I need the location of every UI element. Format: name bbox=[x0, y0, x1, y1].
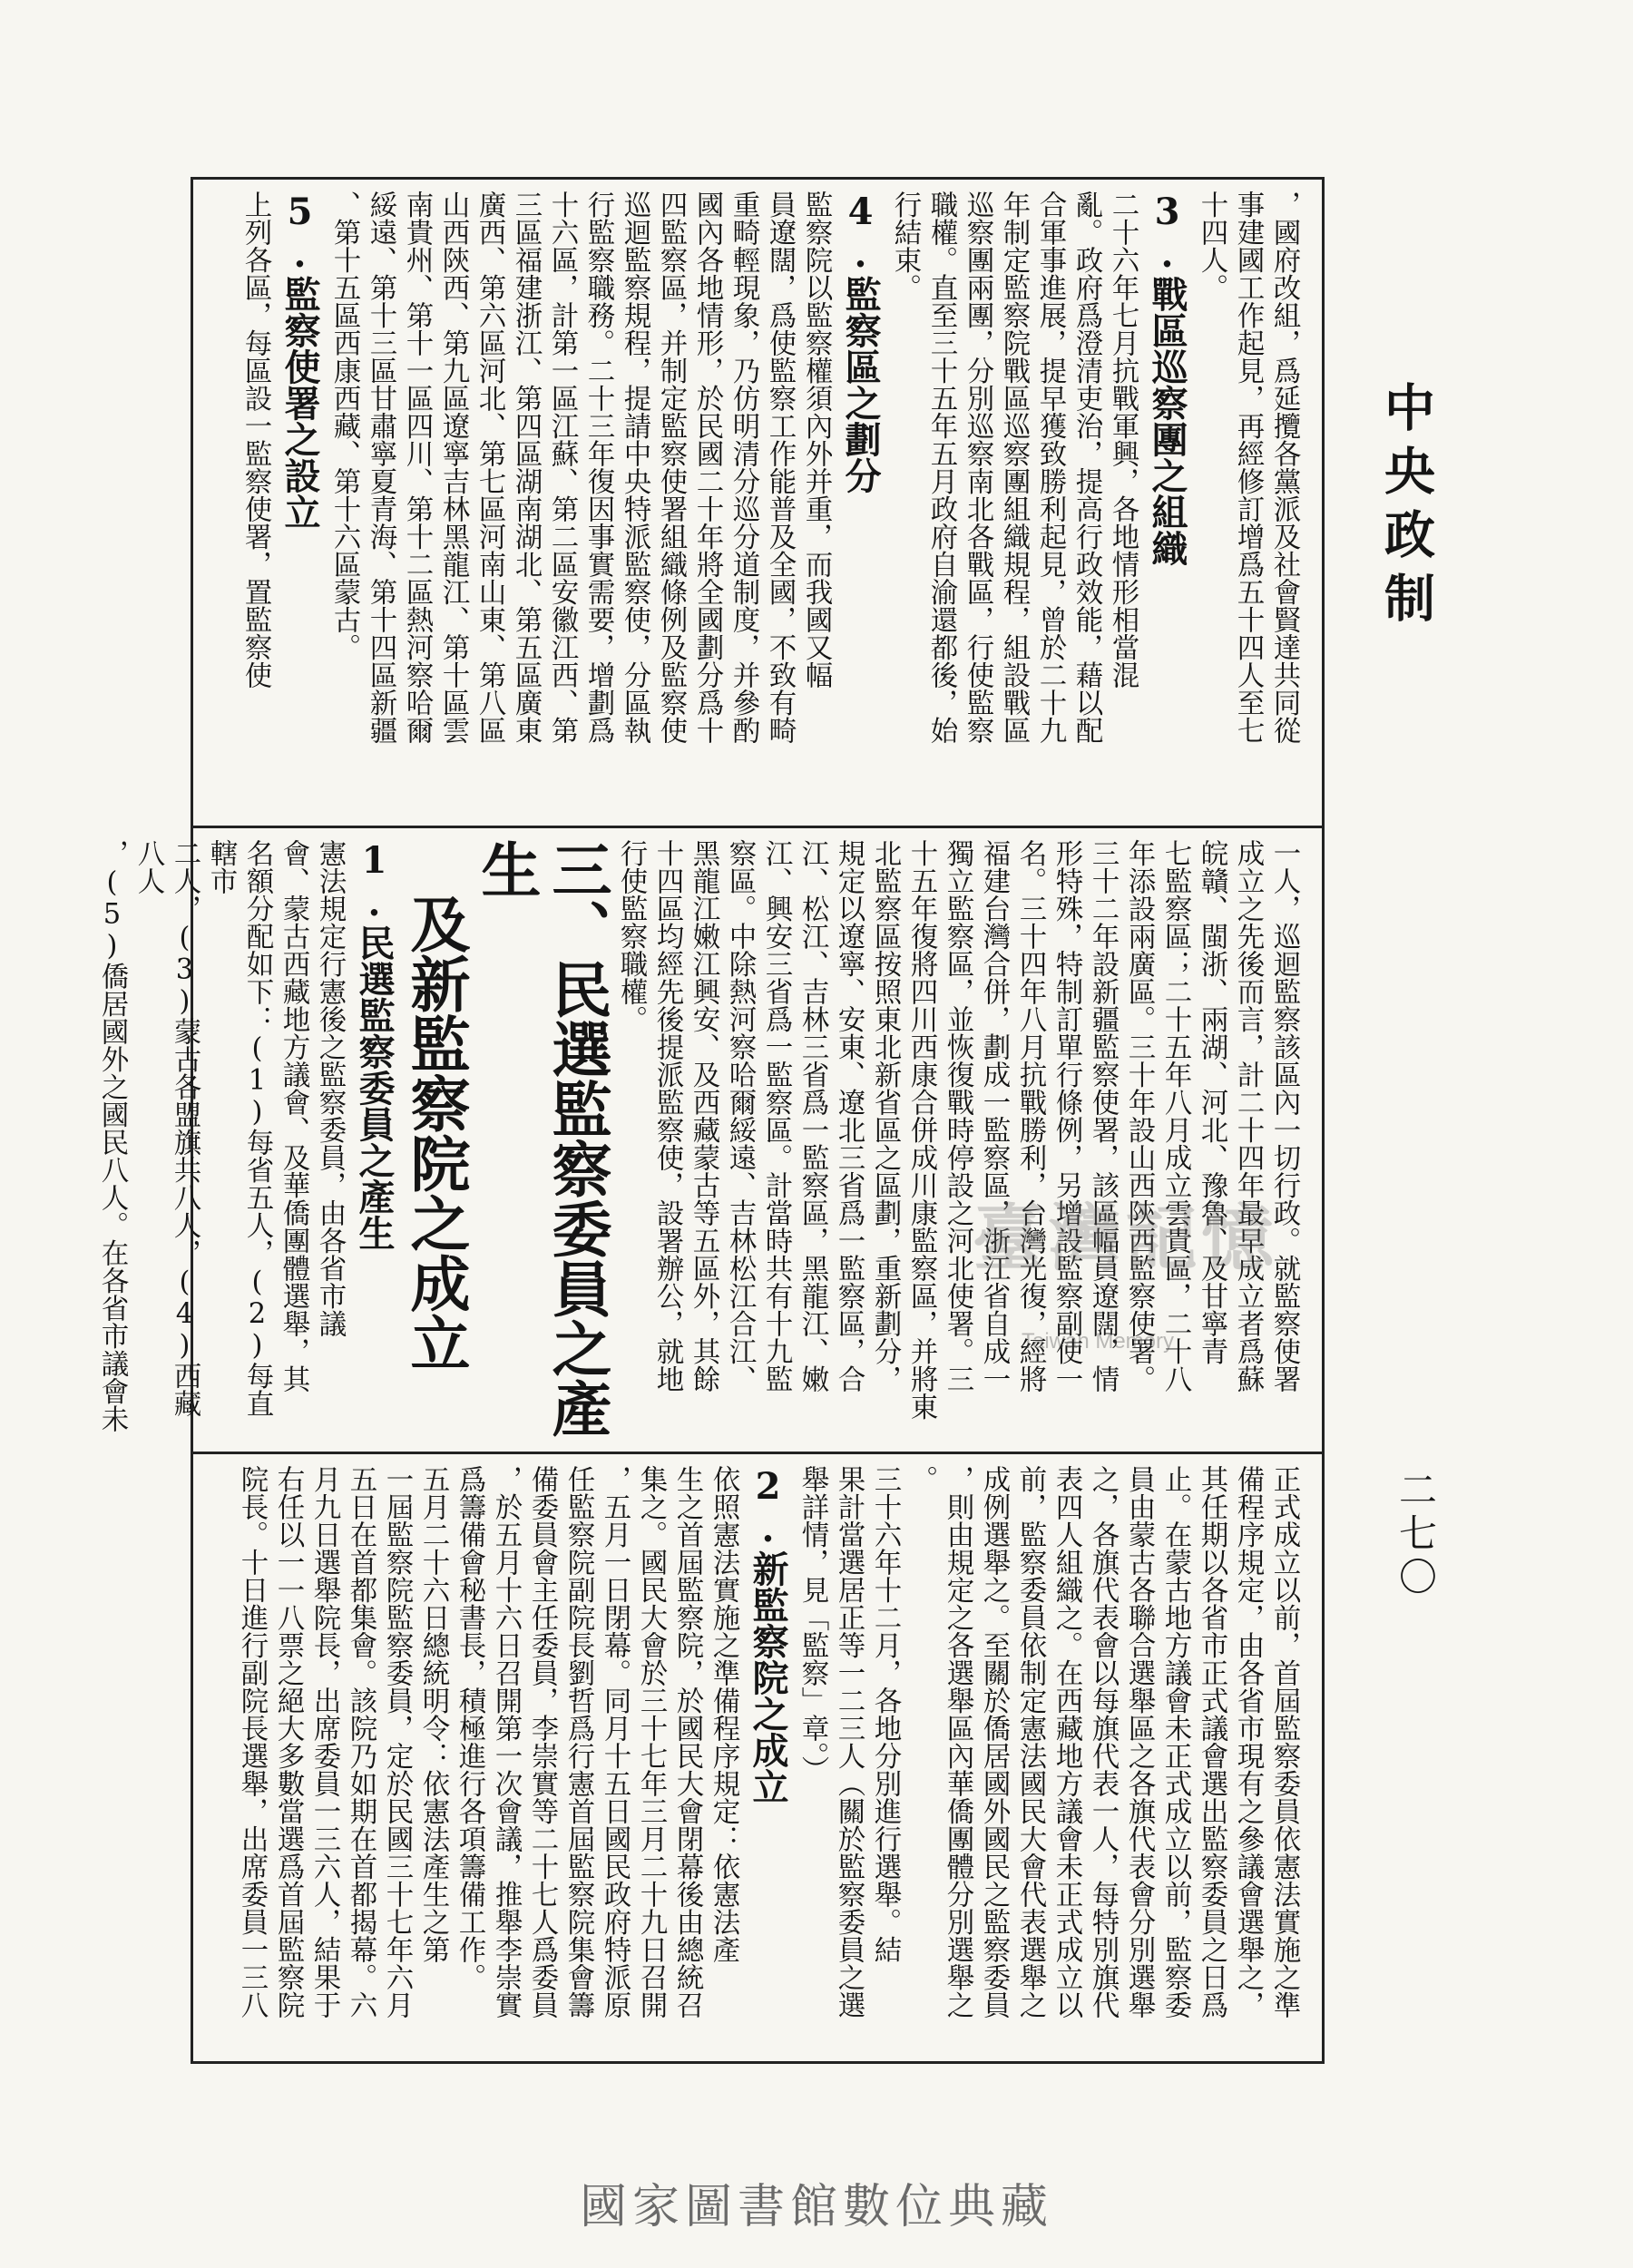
section-heading-5: 5.監察使署之設立 bbox=[279, 191, 321, 530]
text-column: 會、蒙古西藏地方議會、及華僑團體選舉，其 bbox=[278, 839, 309, 1393]
text-column: 之，各旗代表會以每旗代表一人，每特別旗代 bbox=[1087, 1465, 1119, 2019]
text-column: 二人，(3)蒙古各盟旗共八人，(4)西藏八人 bbox=[132, 839, 200, 1417]
text-column: 巡察團兩團，分別巡察南北各戰區，行使監察 bbox=[962, 191, 993, 744]
text-column: 三十六年十二月，各地分別進行選舉。結 bbox=[869, 1465, 901, 1963]
text-column: 果計當選居正等一二三人（關於監察委員之選 bbox=[833, 1465, 865, 2019]
text-column: 重畸輕現象，乃仿明清分巡分道制度，并參酌 bbox=[728, 191, 759, 744]
text-column: 一屆監察院監察委員，定於民國三十七年六月 bbox=[381, 1465, 413, 2019]
text-column: 憲法規定行憲後之監察委員，由各省市議 bbox=[314, 839, 346, 1337]
text-column: 行監察職務。二十三年復因事實需要，增劃爲 bbox=[582, 191, 614, 744]
text-column: 三區福建浙江、第四區湖南湖北、第五區廣東 bbox=[510, 191, 542, 744]
text-column: ，則由規定之各選舉區內華僑團體分別選舉之 bbox=[942, 1465, 973, 2019]
text-column: 正式成立以前，首屆監察委員依憲法實施之準 bbox=[1268, 1465, 1300, 2019]
text-column: 年制定監察院戰區巡察團組織規程，組設戰區 bbox=[998, 191, 1030, 744]
text-column: 七監察區；二十五年八月成立雲貴區，二十八 bbox=[1159, 839, 1191, 1393]
text-column: ，國府改組，爲延攬各黨派及社會賢達共同從 bbox=[1268, 191, 1300, 744]
section-divider-2 bbox=[191, 1452, 1325, 1454]
text-section-bottom bbox=[213, 1465, 1302, 2055]
text-column: 行結束。 bbox=[889, 191, 921, 301]
text-column: 北監察區按照東北新省區之區劃，重新劃分， bbox=[869, 839, 901, 1393]
text-column: 院長。十日進行副院長選舉，出席委員一三八 bbox=[236, 1465, 268, 2019]
text-column: 廣西、第六區河北、第七區河南山東、第八區 bbox=[474, 191, 505, 744]
text-column: 二十六年七月抗戰軍興，各地情形相當混 bbox=[1107, 191, 1139, 689]
text-column: 五日在首都集會。該院乃如期在首都揭幕。六 bbox=[345, 1465, 376, 2019]
watermark-subtext: Taiwan Memory bbox=[1021, 1329, 1175, 1354]
text-column: 職權。直至三十五年五月政府自渝還都後，始 bbox=[925, 191, 957, 744]
text-column: 行使監察職權。 bbox=[615, 839, 647, 1033]
text-column: 南貴州、第十一區四川、第十二區熱河察哈爾 bbox=[401, 191, 433, 744]
text-column: 國內各地情形，於民國二十年將全國劃分爲十 bbox=[691, 191, 723, 744]
text-column: 三十二年設新疆監察使署，該區幅員遼闊，情 bbox=[1087, 839, 1119, 1393]
text-column: 亂。政府爲澄清吏治，提高行政效能，藉以配 bbox=[1071, 191, 1102, 744]
text-column: 合軍事進展，提早獲致勝利起見，曾於二十九 bbox=[1034, 191, 1066, 744]
text-column: 十四人。 bbox=[1196, 191, 1227, 301]
text-column: 五月二十六日總統明令：依憲法產生之第 bbox=[417, 1465, 449, 1963]
text-column: 員遼闊，爲使監察工作能普及全國，不致有畸 bbox=[764, 191, 796, 744]
section-heading-1: 1.民選監察委員之產生 bbox=[353, 839, 396, 1251]
text-column: 其任期以各省市正式議會選出監察委員之日爲 bbox=[1196, 1465, 1227, 2019]
text-column: 十四區均經先後提派監察使，設署辦公，就地 bbox=[651, 839, 683, 1393]
text-column: ，(5)僑居國外之國民八人。在各省市議會未 bbox=[96, 839, 128, 1432]
page-header-title: 中央政制 bbox=[1376, 381, 1436, 635]
section-heading-4: 4.監察區之劃分 bbox=[839, 191, 882, 494]
text-column: 依照憲法實施之準備程序規定：依憲法產 bbox=[708, 1465, 739, 1963]
text-column: 山西陝西、第九區遼寧吉林黑龍江、第十區雲 bbox=[437, 191, 469, 744]
section-divider-1 bbox=[191, 826, 1325, 828]
text-column: 上列各區，每區設一監察使署，置監察使 bbox=[240, 191, 271, 689]
page-number: 二七〇 bbox=[1393, 1470, 1438, 1600]
text-column: 舉詳情，見「監察」章。） bbox=[797, 1465, 828, 1784]
text-column: 江、興安三省爲一監察區。計當時共有十九監 bbox=[760, 839, 792, 1393]
text-column: 江、松江、吉林三省爲一監察區，黑龍江、嫩 bbox=[797, 839, 828, 1393]
text-column: 十六區，計第一區江蘇、第二區安徽江西、第 bbox=[546, 191, 578, 744]
text-column: 、第十五區西康西藏、第十六區蒙古。 bbox=[328, 191, 360, 661]
text-column: 員由蒙古各聯合選舉區之各旗代表會分別選舉 bbox=[1123, 1465, 1155, 2019]
text-column: 月九日選舉院長，出席委員一三六人，結果于 bbox=[308, 1465, 340, 2019]
text-column: 名額分配如下：(1)每省五人，(2)每直轄市 bbox=[205, 839, 273, 1417]
text-column: 規定以遼寧、安東、遼北三省爲一監察區，合 bbox=[833, 839, 865, 1393]
text-column: 表四人組織之。在西藏地方議會未正式成立以 bbox=[1051, 1465, 1082, 2019]
text-column: 生之首屆監察院，於國民大會閉幕後由總統召 bbox=[671, 1465, 703, 2019]
text-column: 形特殊，特制訂單行條例，另增設監察副使一 bbox=[1051, 839, 1082, 1393]
text-column: ，於五月十六日召開第一次會議，推舉李崇實 bbox=[490, 1465, 522, 2019]
text-column: 集之。國民大會於三十七年三月二十九日召開 bbox=[635, 1465, 667, 2019]
text-column: ，五月一日閉幕。同月十五日國民政府特派原 bbox=[599, 1465, 631, 2019]
text-column: 皖贛、閩浙、兩湖、河北、豫魯、及甘寧青 bbox=[1196, 839, 1227, 1365]
chapter-heading-continued: 及新監察院之成立 bbox=[400, 894, 471, 1373]
text-column: 。 bbox=[905, 1465, 937, 1493]
text-column: 止。在蒙古地方議會未正式成立以前，監察委 bbox=[1159, 1465, 1191, 2019]
text-column: 福建台灣合併，劃成一監察區，浙江省自成一 bbox=[978, 839, 1010, 1393]
section-heading-2: 2.新監察院之成立 bbox=[747, 1465, 789, 1804]
text-column: 察區。中除熱河察哈爾綏遠、吉林松江合江、 bbox=[724, 839, 756, 1393]
text-column: 右任以一一八票之絕大多數當選爲首屆監察院 bbox=[272, 1465, 304, 2019]
text-section-top bbox=[213, 191, 1302, 816]
text-column: 備程序規定，由各省市現有之參議會選舉之， bbox=[1232, 1465, 1264, 2019]
text-column: 黑龍江嫩江興安、及西藏蒙古等五區外，其餘 bbox=[688, 839, 719, 1393]
chapter-heading: 三、民選監察委員之產生 bbox=[471, 839, 612, 1438]
text-column: 十五年復將四川西康合併成川康監察區，并將東 bbox=[905, 839, 937, 1421]
text-column: 成立之先後而言，計二十四年最早成立者爲蘇 bbox=[1232, 839, 1264, 1393]
text-column: 年添設兩廣區。三十年設山西陝西監察使署。 bbox=[1123, 839, 1155, 1393]
text-column: 前，監察委員依制定憲法國民大會代表選舉之 bbox=[1014, 1465, 1046, 2019]
footer-credit: 國家圖書館數位典藏 bbox=[579, 2180, 1053, 2234]
text-column: 四監察區，并制定監察使署組織條例及監察使 bbox=[655, 191, 687, 744]
section-heading-3: 3.戰區巡察團之組織 bbox=[1146, 191, 1188, 566]
watermark-logo: 臺灣記憶 bbox=[973, 1196, 1277, 1281]
text-column: 巡迴監察規程，提請中央特派監察使，分區執 bbox=[619, 191, 650, 744]
text-column: 綏遠、第十三區甘肅寧夏青海、第十四區新疆 bbox=[365, 191, 396, 744]
text-column: 獨立監察區，並恢復戰時停設之河北使署。三 bbox=[942, 839, 973, 1393]
text-column: 任監察院副院長劉哲爲行憲首屆監察院集會籌 bbox=[562, 1465, 594, 2019]
text-column: 一人，巡迴監察該區內一切行政。就監察使署 bbox=[1268, 839, 1300, 1393]
text-column: 名。三十四年八月抗戰勝利，台灣光復，經將 bbox=[1014, 839, 1046, 1393]
text-column: 爲籌備會秘書長，積極進行各項籌備工作。 bbox=[454, 1465, 485, 1991]
text-column: 成例選舉之。至關於僑居國外國民之監察委員 bbox=[978, 1465, 1010, 2019]
text-column: 事建國工作起見，再經修訂增爲五十四人至七 bbox=[1232, 191, 1264, 744]
text-column: 監察院以監察權須內外并重，而我國又幅 bbox=[800, 191, 832, 689]
text-column: 備委員會主任委員，李崇實等二十七人爲委員 bbox=[526, 1465, 558, 2019]
